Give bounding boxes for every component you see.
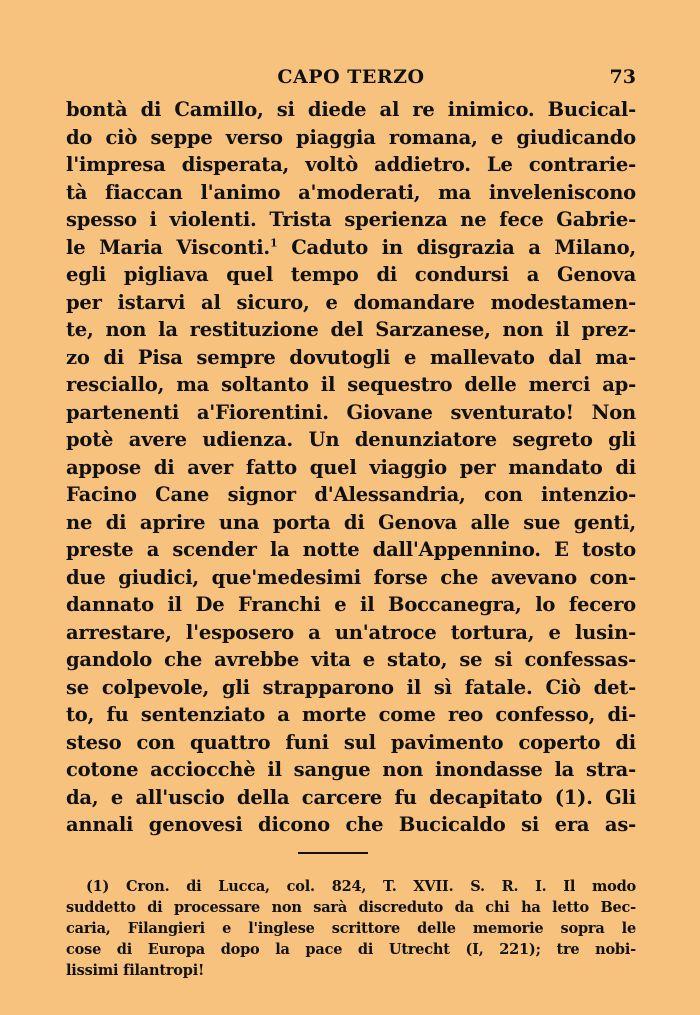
text-line: do ciò seppe verso piaggia romana, e giudicando [66,125,636,149]
text-line: steso con quattro funi sul pavimento coperto di [66,730,636,754]
text-line: due giudici, que'medesimi forse che avevano con- [66,565,636,589]
footnote [66,876,636,981]
text-line: l'impresa disperata, voltò addietro. Le contrarie- [66,153,636,176]
text-line: bontà di Camillo, si diede al re inimico. Bucical- [66,98,636,121]
text-line: appose di aver fatto quel viaggio per mandato di [66,455,636,479]
footnote-separator [298,852,368,854]
text-line: da, e all'uscio della carcere fu decapitato (1). Gli [66,785,636,809]
text-line: egli pigliava quel tempo di condursi a Genova [66,263,636,286]
text-line: resciallo, ma soltanto il sequestro delle merci ap- [66,373,636,396]
footnote-line: (1) Cron. di Lucca, col. 824, T. XVII. S. R. I. Il modo [86,878,636,895]
text-line: partenenti a'Fiorentini. Giovane sventurato! Non [66,400,636,424]
text-line: ne di aprire una porta di Genova alle sue genti, [66,510,636,534]
text-line: arrestare, l'esposero a un'atroce tortura, e lusin- [66,620,636,644]
body-text [66,96,636,839]
text-line: annali genovesi dicono che Bucicaldo si era as- [66,813,636,836]
text-line: preste a scender la notte dall'Appennino. E tosto [66,538,636,561]
text-line: per istarvi al sicuro, e domandare modestamen- [66,290,636,314]
text-line: spesso i violenti. Trista sperienza ne fece Gabrie- [66,208,636,231]
text-line: cotone acciocchè il sangue non inondasse la stra- [66,758,636,781]
text-line: potè avere udienza. Un denunziatore segreto gli [66,428,636,451]
running-head [66,66,636,94]
footnote-line: lissimi filantropi! [66,962,205,979]
footnote-line: suddetto di processare non sarà discreduto da chi ha letto Bec- [66,899,636,916]
text-line-part: le Maria Visconti. [66,235,271,259]
running-title: CAPO TERZO [277,66,425,88]
text-line-with-note [66,234,636,262]
text-line: dannato il De Franchi e il Boccanegra, lo fecero [66,593,636,616]
text-line: te, non la restituzione del Sarzanese, non il prez- [66,318,636,341]
text-line: zo di Pisa sempre dovutogli e mallevato dal ma- [66,345,636,369]
text-line: se colpevole, gli strapparono il sì fatale. Ciò det- [66,675,636,699]
text-line: Facino Cane signor d'Alessandria, con intenzio- [66,483,636,506]
text-line-part: Caduto in disgrazia a Milano, [277,235,636,259]
text-line: to, fu sentenziato a morte come reo confesso, di- [66,703,636,726]
text-line: gandolo che avrebbe vita e stato, se si confessas- [66,648,636,671]
footnote-marker: 1 [270,236,278,249]
text-line: tà fiaccan l'animo a'moderati, ma inveleniscono [66,180,636,204]
footnote-line: cose di Europa dopo la pace di Utrecht (I, 221); tre nobi- [66,941,636,958]
page-number: 73 [609,66,636,88]
footnote-line: caria, Filangieri e l'inglese scrittore delle memorie sopra le [66,920,636,937]
